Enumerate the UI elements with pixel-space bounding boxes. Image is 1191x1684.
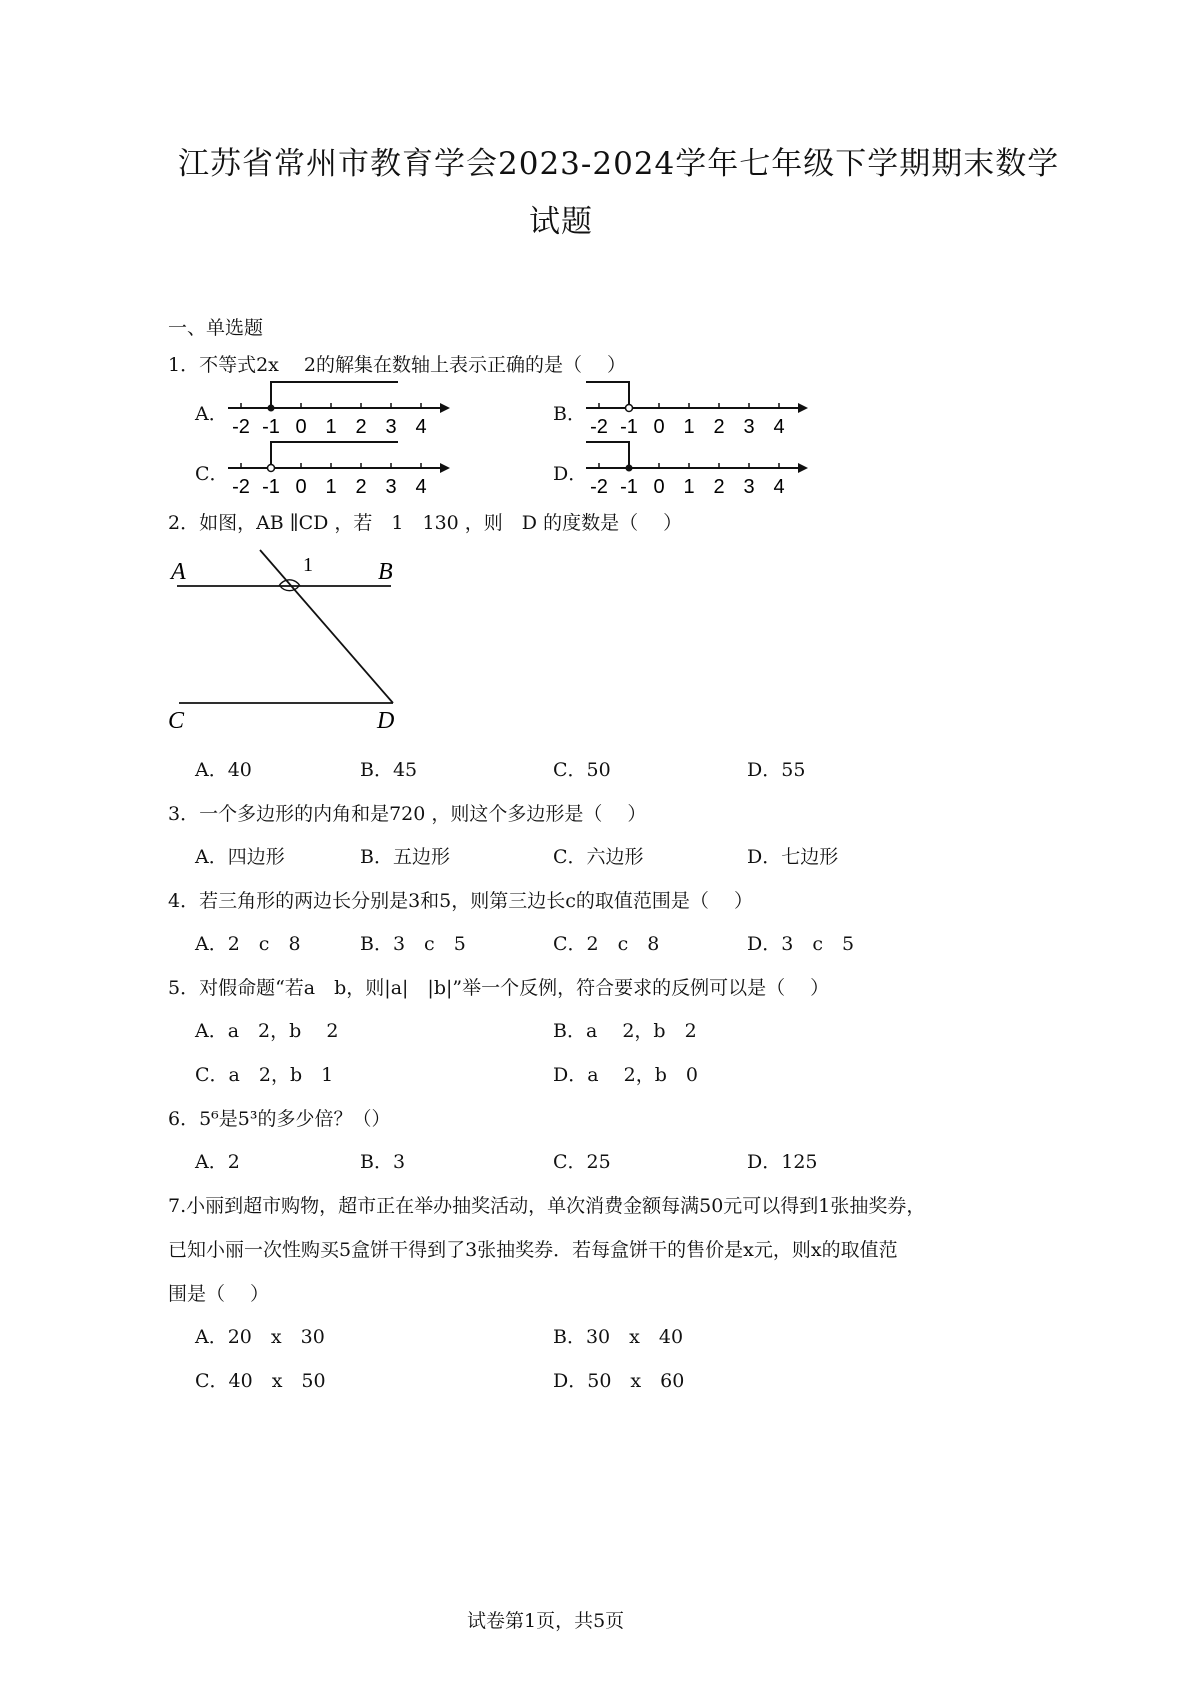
q5-option-a: A．a 2，b 2 bbox=[195, 1020, 339, 1042]
tick-label: 1 bbox=[325, 416, 337, 438]
q4-option-b: B．3 c 5 bbox=[360, 933, 466, 955]
q1-option-a-label: A． bbox=[195, 403, 228, 425]
q5-option-b: B．a 2，b 2 bbox=[553, 1020, 697, 1042]
title-line-1: 江苏省常州市教育学会2023-2024学年七年级下学期期末数学 bbox=[178, 146, 1060, 182]
q6-option-d: D．125 bbox=[747, 1151, 818, 1173]
q6-option-b: B．3 bbox=[360, 1151, 406, 1173]
tick-label: -1 bbox=[262, 416, 280, 438]
q2-option-a: A．40 bbox=[195, 759, 252, 781]
q1-option-c-label: C． bbox=[195, 463, 229, 485]
question-2-stem: 2．如图，AB ∥CD ，若 1 130 ，则 D 的度数是（ ） bbox=[168, 512, 683, 534]
tick-label: 3 bbox=[385, 416, 397, 438]
tick-label: 2 bbox=[713, 476, 725, 498]
q2-parallel-lines-figure bbox=[165, 545, 425, 745]
q1-option-b-number-line bbox=[580, 378, 815, 440]
point-label-a: A bbox=[171, 559, 186, 585]
tick-label: 1 bbox=[683, 416, 695, 438]
question-5-stem: 5．对假命题“若a b，则|a| |b|”举一个反例，符合要求的反例可以是（ ） bbox=[168, 977, 830, 999]
q7-option-c: C．40 x 50 bbox=[195, 1370, 326, 1392]
tick-label: 4 bbox=[773, 416, 785, 438]
question-7-line-1: 7.小丽到超市购物，超市正在举办抽奖活动，单次消费金额每满50元可以得到1张抽奖券， bbox=[168, 1195, 926, 1217]
point-label-b: B bbox=[378, 559, 393, 585]
tick-label: 1 bbox=[325, 476, 337, 498]
question-6-stem: 6．5⁶是5³的多少倍？（） bbox=[168, 1108, 391, 1130]
question-7-line-3: 围是（ ） bbox=[168, 1283, 270, 1305]
angle-label-1: 1 bbox=[303, 554, 313, 576]
tick-label: 3 bbox=[743, 476, 755, 498]
q2-option-c: C．50 bbox=[553, 759, 611, 781]
q5-option-d: D．a 2，b 0 bbox=[553, 1064, 698, 1086]
question-1-stem: 1．不等式2x 2的解集在数轴上表示正确的是（ ） bbox=[168, 354, 627, 376]
q4-option-d: D．3 c 5 bbox=[747, 933, 855, 955]
tick-label: -1 bbox=[262, 476, 280, 498]
tick-label: 3 bbox=[385, 476, 397, 498]
tick-label: -2 bbox=[232, 476, 250, 498]
tick-label: -2 bbox=[590, 476, 608, 498]
point-label-c: C bbox=[168, 708, 185, 734]
tick-label: 2 bbox=[713, 416, 725, 438]
q6-option-a: A．2 bbox=[195, 1151, 240, 1173]
tick-label: -1 bbox=[620, 416, 638, 438]
q1-option-a-number-line bbox=[222, 378, 457, 440]
title-line-2: 试题 bbox=[529, 204, 593, 240]
q4-option-a: A．2 c 8 bbox=[195, 933, 301, 955]
page-footer: 试卷第1页，共5页 bbox=[467, 1610, 625, 1632]
q1-option-d-number-line bbox=[580, 438, 815, 500]
q7-option-a: A．20 x 30 bbox=[195, 1326, 325, 1348]
tick-label: 4 bbox=[415, 476, 427, 498]
tick-label: 0 bbox=[295, 416, 307, 438]
point-label-d: D bbox=[377, 708, 395, 734]
q7-option-b: B．30 x 40 bbox=[553, 1326, 684, 1348]
question-3-stem: 3．一个多边形的内角和是720 ，则这个多边形是（ ） bbox=[168, 803, 647, 825]
question-4-stem: 4．若三角形的两边长分别是3和5，则第三边长c的取值范围是（ ） bbox=[168, 890, 753, 912]
tick-label: 1 bbox=[683, 476, 695, 498]
q3-option-c: C．六边形 bbox=[553, 846, 644, 868]
q1-option-b-label: B． bbox=[553, 403, 586, 425]
q5-option-c: C．a 2，b 1 bbox=[195, 1064, 334, 1086]
q4-option-c: C．2 c 8 bbox=[553, 933, 660, 955]
tick-label: -1 bbox=[620, 476, 638, 498]
q7-option-d: D．50 x 60 bbox=[553, 1370, 685, 1392]
q1-option-d-label: D． bbox=[553, 463, 588, 485]
tick-label: 2 bbox=[355, 416, 367, 438]
q3-option-a: A．四边形 bbox=[195, 846, 285, 868]
tick-label: -2 bbox=[232, 416, 250, 438]
tick-label: -2 bbox=[590, 416, 608, 438]
q6-option-c: C．25 bbox=[553, 1151, 611, 1173]
tick-label: 4 bbox=[415, 416, 427, 438]
tick-label: 0 bbox=[295, 476, 307, 498]
question-7-line-2: 已知小丽一次性购买5盒饼干得到了3张抽奖券．若每盒饼干的售价是x元，则x的取值范 bbox=[168, 1239, 898, 1261]
section-heading: 一、单选题 bbox=[168, 317, 264, 339]
q2-option-d: D．55 bbox=[747, 759, 806, 781]
tick-label: 0 bbox=[653, 416, 665, 438]
tick-label: 2 bbox=[355, 476, 367, 498]
tick-label: 3 bbox=[743, 416, 755, 438]
q3-option-d: D．七边形 bbox=[747, 846, 839, 868]
q3-option-b: B．五边形 bbox=[360, 846, 450, 868]
q2-option-b: B．45 bbox=[360, 759, 418, 781]
q1-option-c-number-line bbox=[222, 438, 457, 500]
tick-label: 0 bbox=[653, 476, 665, 498]
tick-label: 4 bbox=[773, 476, 785, 498]
